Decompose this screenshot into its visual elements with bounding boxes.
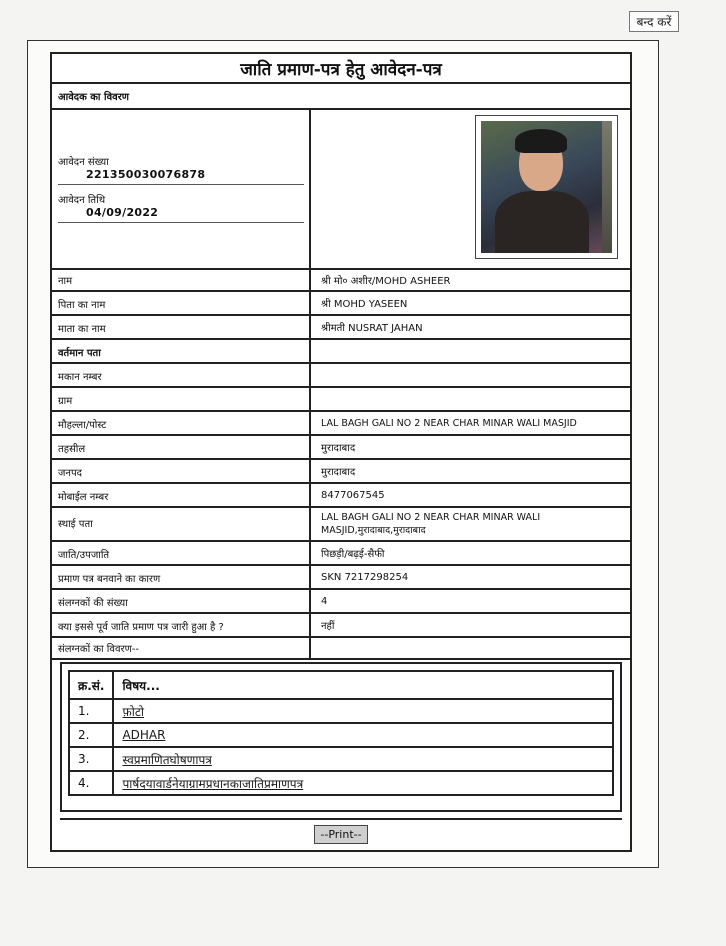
field-label: माता का नाम — [52, 316, 311, 338]
attachment-number: 4. — [69, 771, 113, 795]
field-label: मकान नम्बर — [52, 364, 311, 386]
divider — [58, 222, 304, 223]
attachment-link[interactable]: फ़ोटो — [122, 704, 144, 719]
field-row-locality — [52, 412, 630, 436]
field-value: श्री मो० अशीर/MOHD ASHEER — [321, 276, 451, 287]
field-row-mother — [52, 316, 630, 340]
attachment-number: 3. — [69, 747, 113, 771]
field-row-attachment-count — [52, 590, 630, 614]
field-row-attachment-details — [52, 638, 630, 660]
photo-edge — [602, 121, 612, 253]
field-label: नाम — [52, 270, 311, 290]
field-value — [311, 388, 630, 410]
application-form — [50, 52, 632, 852]
column-header-subject: विषय... — [113, 671, 613, 699]
applicant-photo — [481, 121, 612, 253]
field-row-district — [52, 460, 630, 484]
field-label: पिता का नाम — [52, 292, 311, 314]
field-value — [311, 340, 630, 362]
photo-hair — [515, 129, 567, 153]
field-row-caste — [52, 542, 630, 566]
field-label: जाति/उपजाति — [52, 542, 311, 564]
table-header — [69, 671, 613, 699]
field-row-village — [52, 388, 630, 412]
field-label: स्थाई पता — [52, 508, 311, 540]
attachment-cell — [113, 699, 613, 723]
field-value: श्री MOHD YASEEN — [321, 299, 408, 310]
attachment-link[interactable]: स्वप्रमाणितघोषणापत्र — [122, 752, 212, 767]
field-value: मुरादाबाद — [321, 443, 356, 454]
field-row-name — [52, 270, 630, 292]
application-meta — [52, 110, 311, 268]
field-label: मौहल्ला/पोस्ट — [52, 412, 311, 434]
attachment-link[interactable]: पार्षदयावार्डनेयाग्रामप्रधानकाजातिप्रमाणपत्र — [122, 776, 304, 791]
attachments-table — [68, 670, 614, 796]
photo-body — [495, 191, 589, 253]
field-row-mobile — [52, 484, 630, 508]
field-label: संलग्नकों की संख्या — [52, 590, 311, 612]
field-value: मुरादाबाद — [321, 467, 356, 478]
field-label: क्या इससे पूर्व जाति प्रमाण पत्र जारी हुआ है ? — [52, 614, 311, 636]
field-label: ग्राम — [52, 388, 311, 410]
field-value: पिछड़ी/बढ़ई-सैफी — [321, 549, 385, 560]
field-row-permanent-address — [52, 508, 630, 542]
divider — [58, 184, 304, 185]
field-row-current-address — [52, 340, 630, 364]
attachment-number: 2. — [69, 723, 113, 747]
attachments-panel — [60, 662, 622, 812]
field-row-reason — [52, 566, 630, 590]
field-value: नहीं — [321, 621, 335, 632]
table-row — [69, 747, 613, 771]
attachment-cell — [113, 723, 613, 747]
field-value: LAL BAGH GALI NO 2 NEAR CHAR MINAR WALI MASJID — [321, 417, 577, 429]
attachment-number: 1. — [69, 699, 113, 723]
application-header-block — [52, 110, 630, 270]
close-button[interactable]: बन्द करें — [629, 11, 679, 32]
field-row-house-number — [52, 364, 630, 388]
field-value: श्रीमती NUSRAT JAHAN — [321, 323, 423, 334]
field-value — [311, 638, 630, 658]
field-label: प्रमाण पत्र बनवाने का कारण — [52, 566, 311, 588]
field-value: SKN 7217298254 — [321, 571, 409, 583]
applicant-photo-frame — [475, 115, 618, 259]
application-date-label: आवेदन तिथि — [58, 195, 106, 206]
field-row-father — [52, 292, 630, 316]
field-value — [311, 364, 630, 386]
field-value: 8477067545 — [321, 489, 385, 501]
field-label: वर्तमान पता — [52, 340, 311, 362]
application-number: 221350030076878 — [86, 168, 206, 181]
field-label: संलग्नकों का विवरण-- — [52, 638, 311, 658]
field-row-tehsil — [52, 436, 630, 460]
table-row — [69, 771, 613, 795]
column-header-number: क्र.सं. — [69, 671, 113, 699]
table-row — [69, 723, 613, 747]
field-label: जनपद — [52, 460, 311, 482]
form-title: जाति प्रमाण-पत्र हेतु आवेदन-पत्र — [52, 54, 630, 84]
print-button[interactable]: --Print-- — [314, 825, 368, 844]
attachment-link[interactable]: ADHAR — [122, 728, 166, 742]
field-value: LAL BAGH GALI NO 2 NEAR CHAR MINAR WALI MASJID,मुरादाबाद,मुरादाबाद — [321, 512, 541, 536]
print-row — [60, 818, 622, 848]
section-heading: आवेदक का विवरण — [52, 84, 630, 110]
attachment-cell — [113, 771, 613, 795]
field-label: मोबाईल नम्बर — [52, 484, 311, 506]
field-label: तहसील — [52, 436, 311, 458]
applicant-details — [52, 270, 630, 660]
field-value: 4 — [321, 595, 328, 607]
application-number-label: आवेदन संख्या — [58, 157, 109, 168]
attachment-cell — [113, 747, 613, 771]
application-date: 04/09/2022 — [86, 206, 159, 219]
field-row-previous-certificate — [52, 614, 630, 638]
table-row — [69, 699, 613, 723]
